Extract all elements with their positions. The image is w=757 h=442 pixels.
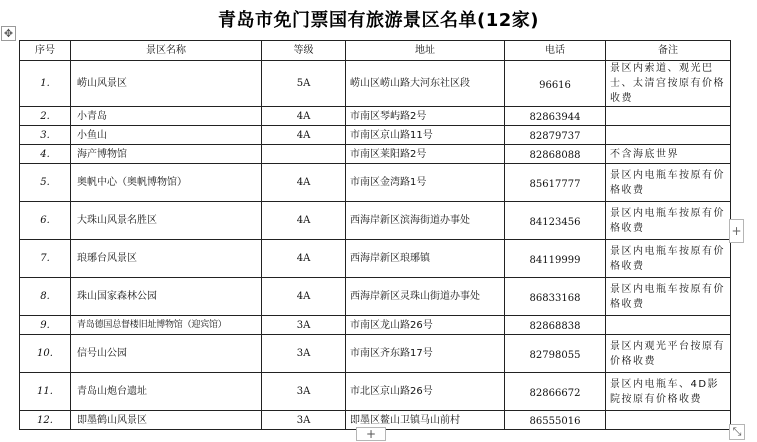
cell-phone[interactable]: 96616 bbox=[505, 61, 606, 107]
cell-seq[interactable]: 8. bbox=[20, 278, 71, 316]
table-row bbox=[20, 164, 731, 202]
move-icon: ✥ bbox=[3, 27, 14, 40]
cell-seq[interactable]: 9. bbox=[20, 316, 71, 335]
cell-address[interactable]: 市北区京山路26号 bbox=[346, 373, 505, 411]
cell-grade[interactable]: 4A bbox=[262, 278, 346, 316]
cell-address[interactable]: 市南区莱阳路2号 bbox=[346, 145, 505, 164]
cell-seq[interactable]: 11. bbox=[20, 373, 71, 411]
cell-note[interactable]: 景区内电瓶车按原有价格收费 bbox=[606, 164, 731, 202]
cell-name[interactable]: 青岛德国总督楼旧址博物馆（迎宾馆） bbox=[71, 316, 262, 335]
cell-seq[interactable]: 10. bbox=[20, 335, 71, 373]
cell-name[interactable]: 小鱼山 bbox=[71, 126, 262, 145]
table-row bbox=[20, 107, 731, 126]
cell-address[interactable]: 即墨区鳌山卫镇马山前村 bbox=[346, 411, 505, 430]
plus-icon: + bbox=[731, 224, 742, 238]
header-note: 备注 bbox=[606, 41, 731, 61]
add-column-button[interactable] bbox=[729, 219, 744, 243]
cell-grade[interactable]: 4A bbox=[262, 126, 346, 145]
cell-note[interactable]: 景区内电瓶车按原有价格收费 bbox=[606, 278, 731, 316]
cell-phone[interactable]: 85617777 bbox=[505, 164, 606, 202]
cell-address[interactable]: 市南区金湾路1号 bbox=[346, 164, 505, 202]
cell-name[interactable]: 青岛山炮台遗址 bbox=[71, 373, 262, 411]
cell-address[interactable]: 市南区琴屿路2号 bbox=[346, 107, 505, 126]
cell-phone[interactable]: 82868088 bbox=[505, 145, 606, 164]
cell-phone[interactable]: 82798055 bbox=[505, 335, 606, 373]
cell-note[interactable] bbox=[606, 411, 731, 430]
cell-address[interactable]: 西海岸新区滨海街道办事处 bbox=[346, 202, 505, 240]
cell-name[interactable]: 小青岛 bbox=[71, 107, 262, 126]
header-name: 景区名称 bbox=[71, 41, 262, 61]
table-row bbox=[20, 202, 731, 240]
table-row bbox=[20, 373, 731, 411]
plus-icon: + bbox=[365, 427, 377, 441]
cell-address[interactable]: 崂山区崂山路大河东社区段 bbox=[346, 61, 505, 107]
header-seq: 序号 bbox=[20, 41, 71, 61]
cell-address[interactable]: 市南区齐东路17号 bbox=[346, 335, 505, 373]
cell-note[interactable] bbox=[606, 107, 731, 126]
table-row bbox=[20, 278, 731, 316]
cell-grade[interactable]: 3A bbox=[262, 316, 346, 335]
cell-name[interactable]: 崂山风景区 bbox=[71, 61, 262, 107]
cell-note[interactable]: 景区内索道、观光巴士、太清宫按原有价格收费 bbox=[606, 61, 731, 107]
cell-note[interactable]: 不含海底世界 bbox=[606, 145, 731, 164]
cell-seq[interactable]: 1. bbox=[20, 61, 71, 107]
table-row bbox=[20, 335, 731, 373]
cell-address[interactable]: 西海岸新区琅琊镇 bbox=[346, 240, 505, 278]
cell-grade[interactable]: 4A bbox=[262, 107, 346, 126]
cell-phone[interactable]: 82863944 bbox=[505, 107, 606, 126]
cell-note[interactable]: 景区内电瓶车按原有价格收费 bbox=[606, 202, 731, 240]
cell-phone[interactable]: 82866672 bbox=[505, 373, 606, 411]
cell-note[interactable]: 景区内电瓶车、4D影院按原有价格收费 bbox=[606, 373, 731, 411]
cell-name[interactable]: 珠山国家森林公园 bbox=[71, 278, 262, 316]
table-row bbox=[20, 61, 731, 107]
header-address: 地址 bbox=[346, 41, 505, 61]
cell-seq[interactable]: 12. bbox=[20, 411, 71, 430]
cell-grade[interactable] bbox=[262, 145, 346, 164]
cell-address[interactable]: 市南区龙山路26号 bbox=[346, 316, 505, 335]
cell-phone[interactable]: 82868838 bbox=[505, 316, 606, 335]
cell-phone[interactable]: 84119999 bbox=[505, 240, 606, 278]
cell-phone[interactable]: 86833168 bbox=[505, 278, 606, 316]
cell-seq[interactable]: 4. bbox=[20, 145, 71, 164]
cell-seq[interactable]: 6. bbox=[20, 202, 71, 240]
cell-seq[interactable]: 5. bbox=[20, 164, 71, 202]
table-row bbox=[20, 126, 731, 145]
table-row bbox=[20, 145, 731, 164]
cell-seq[interactable]: 2. bbox=[20, 107, 71, 126]
cell-grade[interactable]: 3A bbox=[262, 411, 346, 430]
cell-phone[interactable]: 86555016 bbox=[505, 411, 606, 430]
cell-name[interactable]: 大珠山风景名胜区 bbox=[71, 202, 262, 240]
table-header-row bbox=[20, 41, 731, 61]
page-title: 青岛市免门票国有旅游景区名单(12家) bbox=[217, 10, 539, 31]
cell-address[interactable]: 市南区京山路11号 bbox=[346, 126, 505, 145]
cell-seq[interactable]: 7. bbox=[20, 240, 71, 278]
cell-name[interactable]: 奥帆中心（奥帆博物馆） bbox=[71, 164, 262, 202]
cell-phone[interactable]: 82879737 bbox=[505, 126, 606, 145]
cell-note[interactable]: 景区内观光平台按原有价格收费 bbox=[606, 335, 731, 373]
table-row bbox=[20, 240, 731, 278]
cell-grade[interactable]: 4A bbox=[262, 164, 346, 202]
cell-note[interactable] bbox=[606, 316, 731, 335]
header-phone: 电话 bbox=[505, 41, 606, 61]
header-grade: 等级 bbox=[262, 41, 346, 61]
table-row bbox=[20, 316, 731, 335]
cell-grade[interactable]: 4A bbox=[262, 202, 346, 240]
cell-name[interactable]: 信号山公园 bbox=[71, 335, 262, 373]
scenic-area-table bbox=[19, 40, 731, 430]
cell-name[interactable]: 即墨鹤山风景区 bbox=[71, 411, 262, 430]
cell-grade[interactable]: 5A bbox=[262, 61, 346, 107]
cell-name[interactable]: 琅琊台风景区 bbox=[71, 240, 262, 278]
cell-phone[interactable]: 84123456 bbox=[505, 202, 606, 240]
table-resize-handle[interactable] bbox=[729, 424, 745, 440]
cell-grade[interactable]: 3A bbox=[262, 335, 346, 373]
cell-grade[interactable]: 4A bbox=[262, 240, 346, 278]
cell-seq[interactable]: 3. bbox=[20, 126, 71, 145]
cell-grade[interactable]: 3A bbox=[262, 373, 346, 411]
resize-icon: ⤡ bbox=[732, 425, 742, 438]
cell-name[interactable]: 海产博物馆 bbox=[71, 145, 262, 164]
cell-note[interactable] bbox=[606, 126, 731, 145]
add-row-button[interactable] bbox=[356, 427, 386, 441]
cell-address[interactable]: 西海岸新区灵珠山街道办事处 bbox=[346, 278, 505, 316]
cell-note[interactable]: 景区内电瓶车按原有价格收费 bbox=[606, 240, 731, 278]
